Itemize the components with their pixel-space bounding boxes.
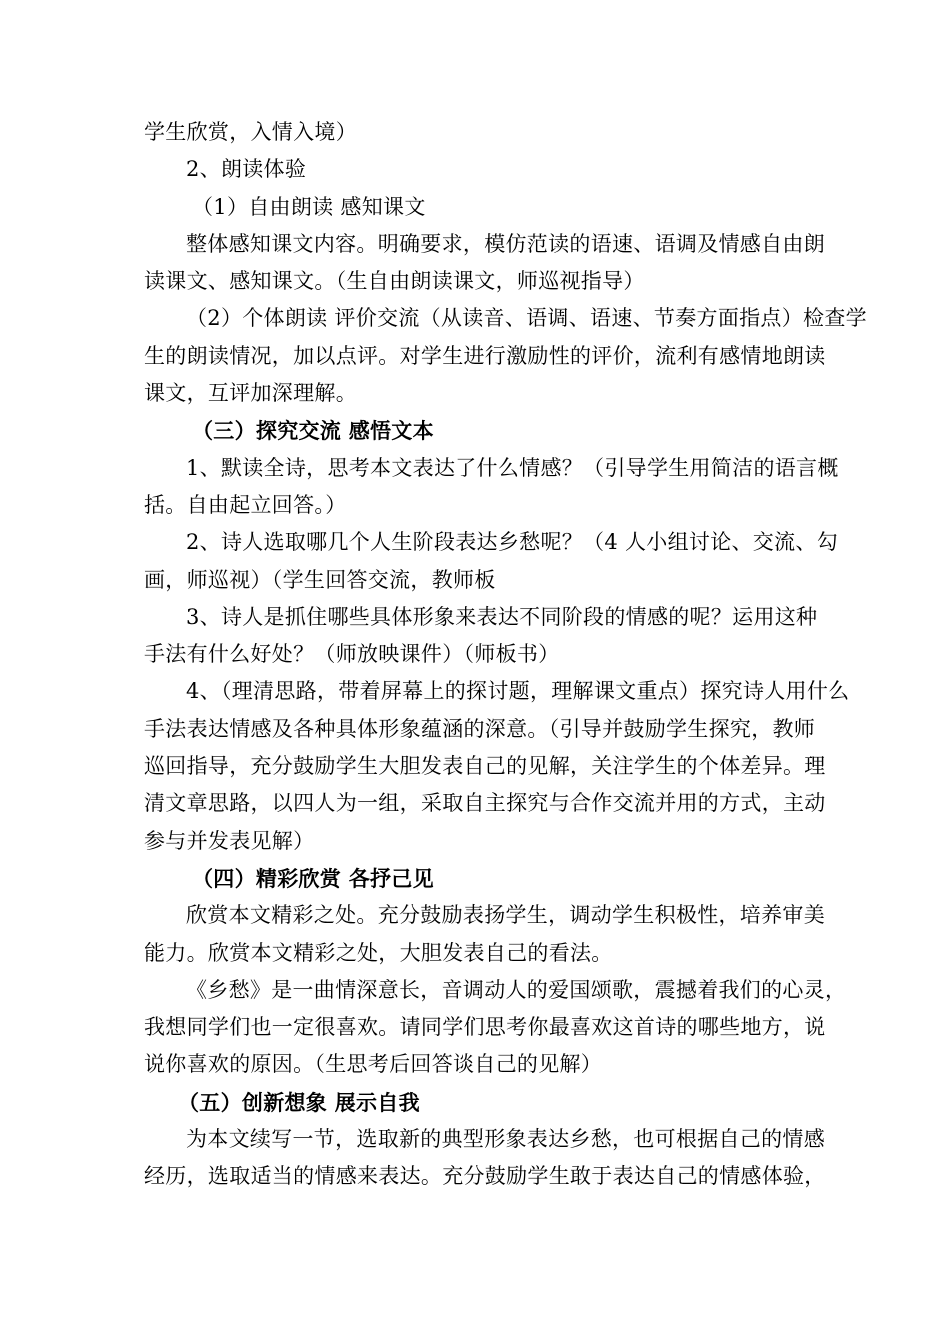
list-item: 2、诗人选取哪几个人生阶段表达乡愁呢？（4 人小组讨论、交流、勾 (186, 530, 838, 555)
paragraph-line: 整体感知课文内容。明确要求，模仿范读的语速、语调及情感自由朗 (186, 231, 825, 256)
paragraph-line: 读课文、感知课文。（生自由朗读课文，师巡视指导） (144, 269, 645, 294)
document-page (144, 114, 867, 1196)
paragraph-line: 我想同学们也一定很喜欢。请同学们思考你最喜欢这首诗的哪些地方，说 (144, 1015, 826, 1040)
text-line: 学生欣赏，入情入境） (144, 120, 357, 144)
paragraph-line: 能力。欣赏本文精彩之处，大胆发表自己的看法。 (144, 940, 613, 965)
paragraph-line: 参与并发表见解） (144, 828, 315, 853)
paragraph-line: 清文章思路，以四人为一组，采取自主探究与合作交流并用的方式，主动 (144, 791, 826, 816)
section-heading: （四）精彩欣赏 各抒己见 (192, 865, 434, 891)
list-item: 3、诗人是抓住哪些具体形象来表达不同阶段的情感的呢？运用这种 (186, 604, 818, 629)
paragraph-line: 课文，互评加深理解。 (144, 381, 357, 406)
paragraph-line: （2）个体朗读 评价交流（从读音、语调、语速、节奏方面指点）检查学 (186, 306, 867, 331)
paragraph-line: 括。自由起立回答。） (144, 492, 347, 517)
paragraph-line: 说你喜欢的原因。（生思考后回答谈自己的见解） (144, 1052, 603, 1077)
section-heading: （三）探究交流 感悟文本 (192, 418, 434, 444)
paragraph-line: 画，师巡视）（学生回答交流，教师板 (144, 567, 496, 592)
paragraph-line: 巡回指导，充分鼓励学生大胆发表自己的见解，关注学生的个体差异。理 (144, 754, 826, 779)
paragraph-line: 欣赏本文精彩之处。充分鼓励表扬学生，调动学生积极性，培养审美 (186, 903, 825, 928)
list-item: 4、（理清思路，带着屏幕上的探讨题，理解课文重点）探究诗人用什么 (186, 679, 850, 704)
sub-item: （1）自由朗读 感知课文 (192, 194, 426, 219)
paragraph-line: 《乡愁》是一曲情深意长，音调动人的爱国颂歌，震撼着我们的心灵， (186, 977, 847, 1002)
paragraph-line: 为本文续写一节，选取新的典型形象表达乡愁，也可根据自己的情感 (186, 1127, 825, 1152)
list-item: 1、默读全诗，思考本文表达了什么情感？（引导学生用简洁的语言概 (186, 455, 839, 480)
paragraph-line: 经历，选取适当的情感来表达。充分鼓励学生敢于表达自己的情感体验， (144, 1164, 826, 1189)
paragraph-line: 手法表达情感及各种具体形象蕴涵的深意。（引导并鼓励学生探究，教师 (144, 716, 816, 741)
list-item: 2、朗读体验 (186, 157, 307, 182)
section-heading: （五）创新想象 展示自我 (178, 1089, 420, 1115)
paragraph-line: 生的朗读情况，加以点评。对学生进行激励性的评价，流利有感情地朗读 (144, 343, 826, 368)
paragraph-line: 手法有什么好处？（师放映课件）（师板书） (144, 642, 560, 667)
